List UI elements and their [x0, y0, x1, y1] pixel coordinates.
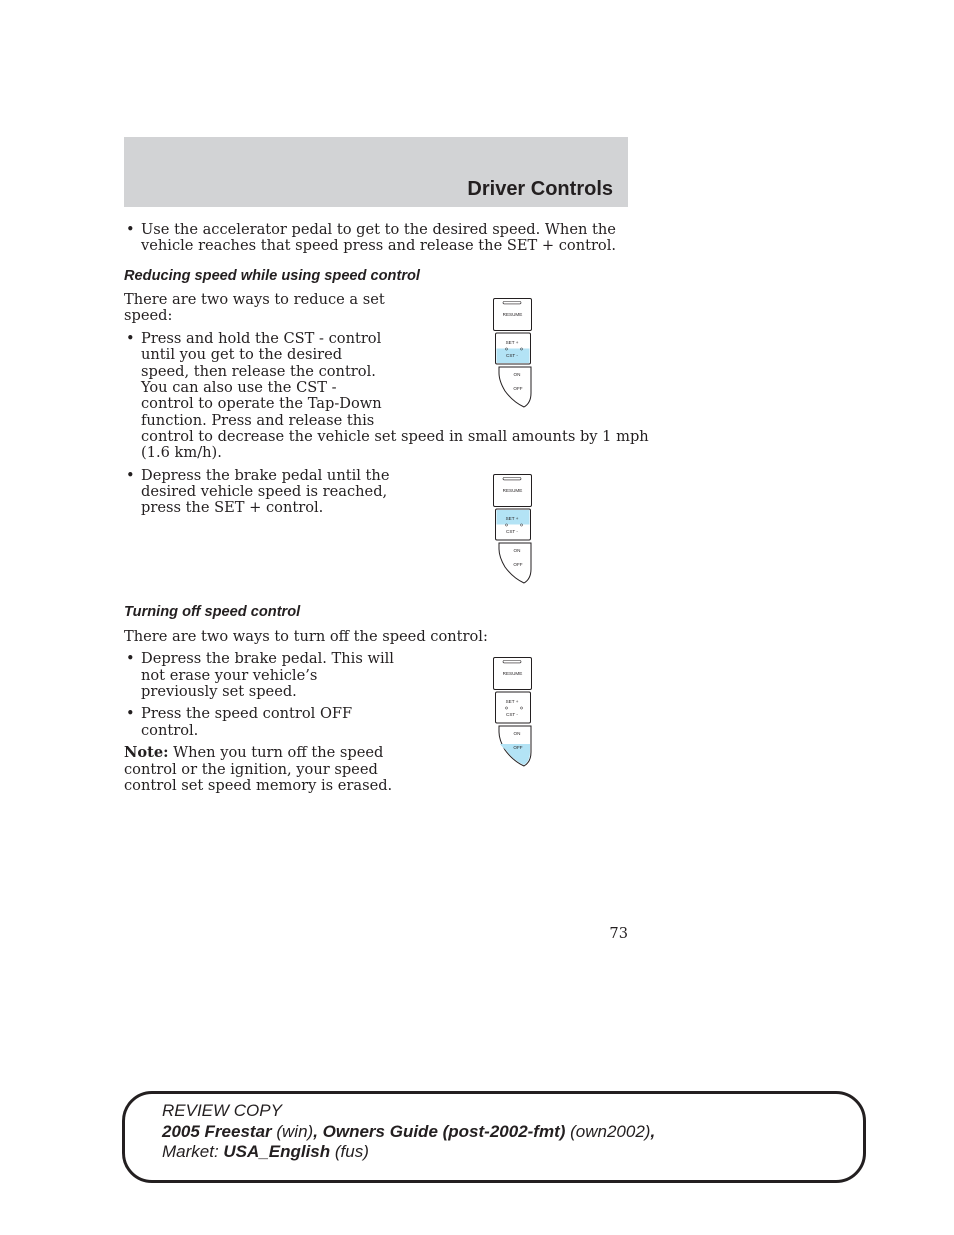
footer-market-line	[162, 1142, 369, 1162]
section2-bullet1-line-1: Depress the brake pedal. This will	[141, 650, 394, 667]
label-cst: CST -	[506, 712, 518, 717]
footer-guide: , Owners Guide (post-2002-fmt)	[313, 1122, 566, 1141]
bullet-dot: •	[126, 705, 135, 722]
section1-bullet2-line-3: press the SET + control.	[141, 499, 324, 516]
intro-bullet-line-2: vehicle reaches that speed press and release the SET + control.	[141, 237, 617, 254]
speed-control-buttons-set-highlighted	[492, 473, 534, 585]
footer-market: USA_English	[223, 1142, 331, 1161]
label-resume: RESUME	[502, 312, 523, 317]
footer-guide-line	[162, 1122, 655, 1142]
label-off: OFF	[513, 562, 523, 567]
section1-bullet1-line-4: You can also use the CST -	[141, 379, 337, 396]
footer-model: 2005 Freestar	[162, 1122, 272, 1141]
section1-intro-line-2: speed:	[124, 307, 173, 324]
section2-bullet2-line-2: control.	[141, 722, 199, 739]
label-set: SET +	[505, 516, 519, 521]
label-off: OFF	[513, 745, 523, 750]
chapter-title: Driver Controls	[467, 178, 613, 200]
indicator-light	[503, 302, 521, 304]
bullet-dot: •	[126, 330, 135, 347]
label-set: SET +	[505, 340, 519, 345]
section1-bullet1-line-2: until you get to the desired	[141, 346, 343, 363]
footer-guide-end: ,	[650, 1122, 656, 1141]
section2-intro: There are two ways to turn off the speed control:	[124, 628, 488, 645]
label-on: ON	[513, 548, 521, 553]
chapter-header-band	[124, 137, 628, 207]
review-copy-label: REVIEW COPY	[162, 1101, 282, 1120]
section1-bullet1-line-1: Press and hold the CST - control	[141, 330, 382, 347]
section1-bullet1-line-5: control to operate the Tap-Down	[141, 395, 382, 412]
label-resume: RESUME	[502, 488, 523, 493]
section-heading-reducing-speed: Reducing speed while using speed control	[124, 268, 420, 284]
section1-bullet2-line-1: Depress the brake pedal until the	[141, 467, 390, 484]
bullet-dot: •	[126, 650, 135, 667]
note-label: Note:	[124, 744, 169, 761]
speed-control-buttons-cst-highlighted	[492, 297, 534, 409]
footer-market-label: Market:	[162, 1142, 224, 1161]
intro-bullet-line-1: Use the accelerator pedal to get to the desired speed. When the	[141, 221, 616, 238]
note-text: When you turn off the speed	[168, 744, 384, 761]
section1-intro-line-1: There are two ways to reduce a set	[124, 291, 385, 308]
section2-bullet2-line-1: Press the speed control OFF	[141, 705, 353, 722]
label-off: OFF	[513, 386, 523, 391]
review-copy-footer	[122, 1091, 866, 1183]
speed-control-buttons-off-highlighted	[492, 656, 534, 768]
section1-bullet1-line-8: (1.6 km/h).	[141, 444, 222, 461]
bullet-dot: •	[126, 221, 135, 238]
set-cst-button	[496, 692, 531, 723]
section1-bullet1-line-3: speed, then release the control.	[141, 363, 376, 380]
label-resume: RESUME	[502, 671, 523, 676]
footer-guide-code: (own2002)	[565, 1122, 651, 1141]
footer-model-code: (win)	[271, 1122, 314, 1141]
section1-bullet1-line-7: control to decrease the vehicle set speed in small amounts by 1 mph	[141, 428, 649, 445]
section-heading-turning-off: Turning off speed control	[124, 604, 301, 620]
footer-market-code: (fus)	[330, 1142, 369, 1161]
section2-bullet1-line-3: previously set speed.	[141, 683, 297, 700]
section1-bullet2-line-2: desired vehicle speed is reached,	[141, 483, 388, 500]
label-on: ON	[513, 731, 521, 736]
indicator-light	[503, 661, 521, 663]
label-cst: CST -	[506, 529, 518, 534]
label-set: SET +	[505, 699, 519, 704]
bullet-dot: •	[126, 467, 135, 484]
section2-bullet1-line-2: not erase your vehicle’s	[141, 667, 318, 684]
note-line-1	[124, 745, 383, 761]
indicator-light	[503, 478, 521, 480]
note-line-2: control or the ignition, your speed	[124, 761, 378, 778]
label-cst: CST -	[506, 353, 518, 358]
section1-bullet1-line-6: function. Press and release this	[141, 412, 375, 429]
note-line-3: control set speed memory is erased.	[124, 777, 393, 794]
page-number: 73	[609, 925, 628, 942]
label-on: ON	[513, 372, 521, 377]
